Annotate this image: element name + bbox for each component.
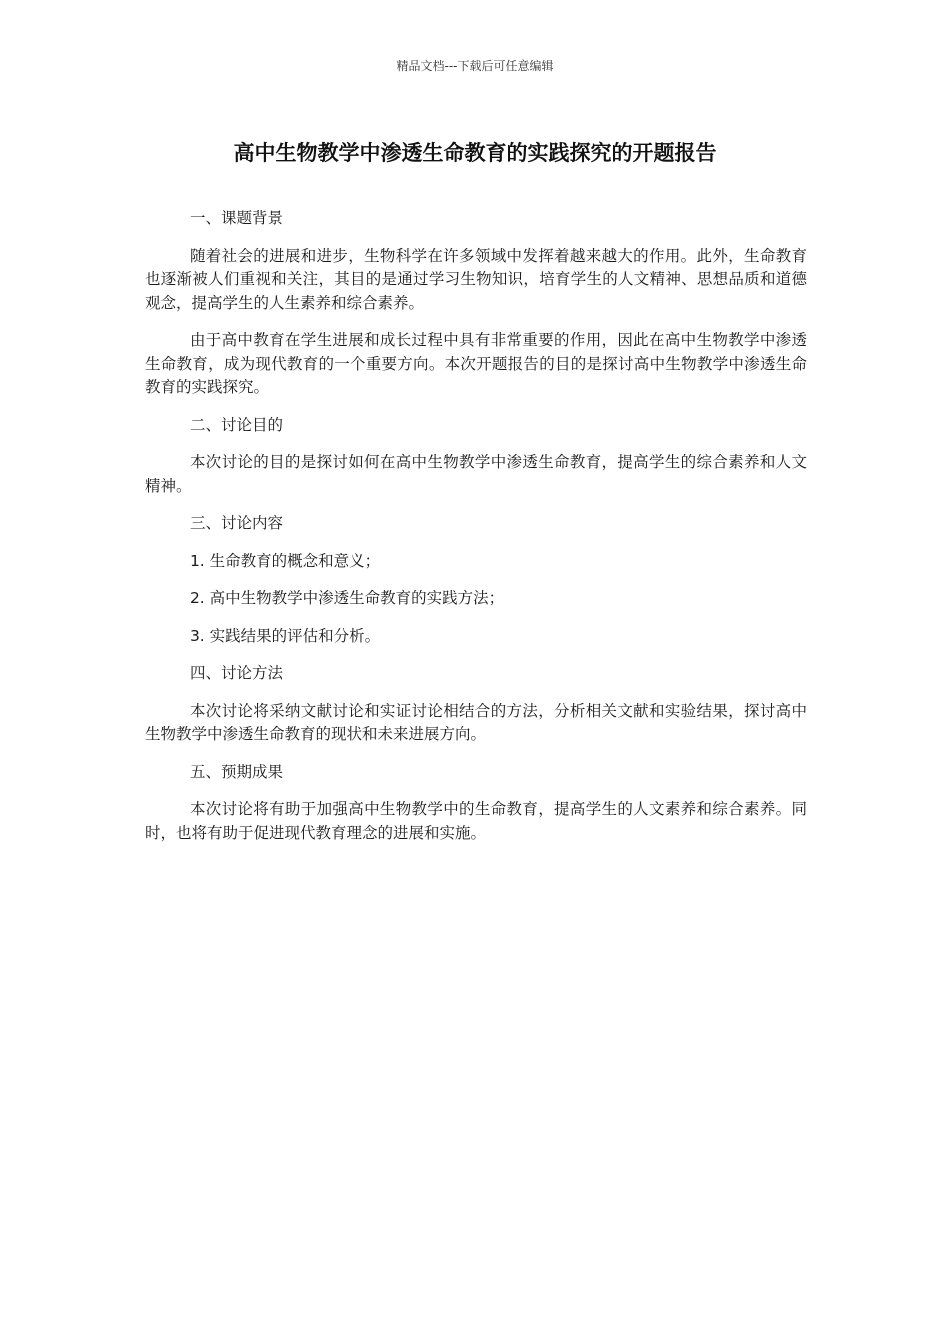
section-heading-method: 四、讨论方法 [189,664,283,682]
background-paragraph-1: 随着社会的进展和进步，生物科学在许多领域中发挥着越来越大的作用。此外，生命教育也逐渐被人们重视和关注，其目的是通过学习生物知识，培育学生的人文精神、思想品质和道德观念，提高学生的人生素养和综合素养。 [145,246,807,312]
section-heading-background: 一、课题背景 [189,209,283,227]
content-list-item: 3. 实践结果的评估和分析。 [189,626,381,645]
header-note: 精品文档---下载后可任意编辑 [396,59,554,73]
method-paragraph: 本次讨论将采纳文献讨论和实证讨论相结合的方法，分析相关文献和实验结果，探讨高中生物教学中渗透生命教育的现状和未来进展方向。 [145,701,807,743]
document-title: 高中生物教学中渗透生命教育的实践探究的开题报告 [233,141,717,165]
section-heading-content: 三、讨论内容 [189,514,283,532]
results-paragraph: 本次讨论将有助于加强高中生物教学中的生命教育，提高学生的人文素养和综合素养。同时，也将有助于促进现代教育理念的进展和实施。 [145,800,807,842]
section-heading-purpose: 二、讨论目的 [189,415,283,434]
content-list-item: 2. 高中生物教学中渗透生命教育的实践方法； [189,589,505,607]
content-list-item: 1. 生命教育的概念和意义； [189,551,381,570]
document-body [145,207,807,859]
section-heading-results: 五、预期成果 [189,762,283,781]
background-paragraph-2: 由于高中教育在学生进展和成长过程中具有非常重要的作用，因此在高中生物教学中渗透生命教育，成为现代教育的一个重要方向。本次开题报告的目的是探讨高中生物教学中渗透生命教育的实践探究。 [145,331,807,396]
purpose-paragraph: 本次讨论的目的是探讨如何在高中生物教学中渗透生命教育，提高学生的综合素养和人文精神。 [145,453,807,495]
